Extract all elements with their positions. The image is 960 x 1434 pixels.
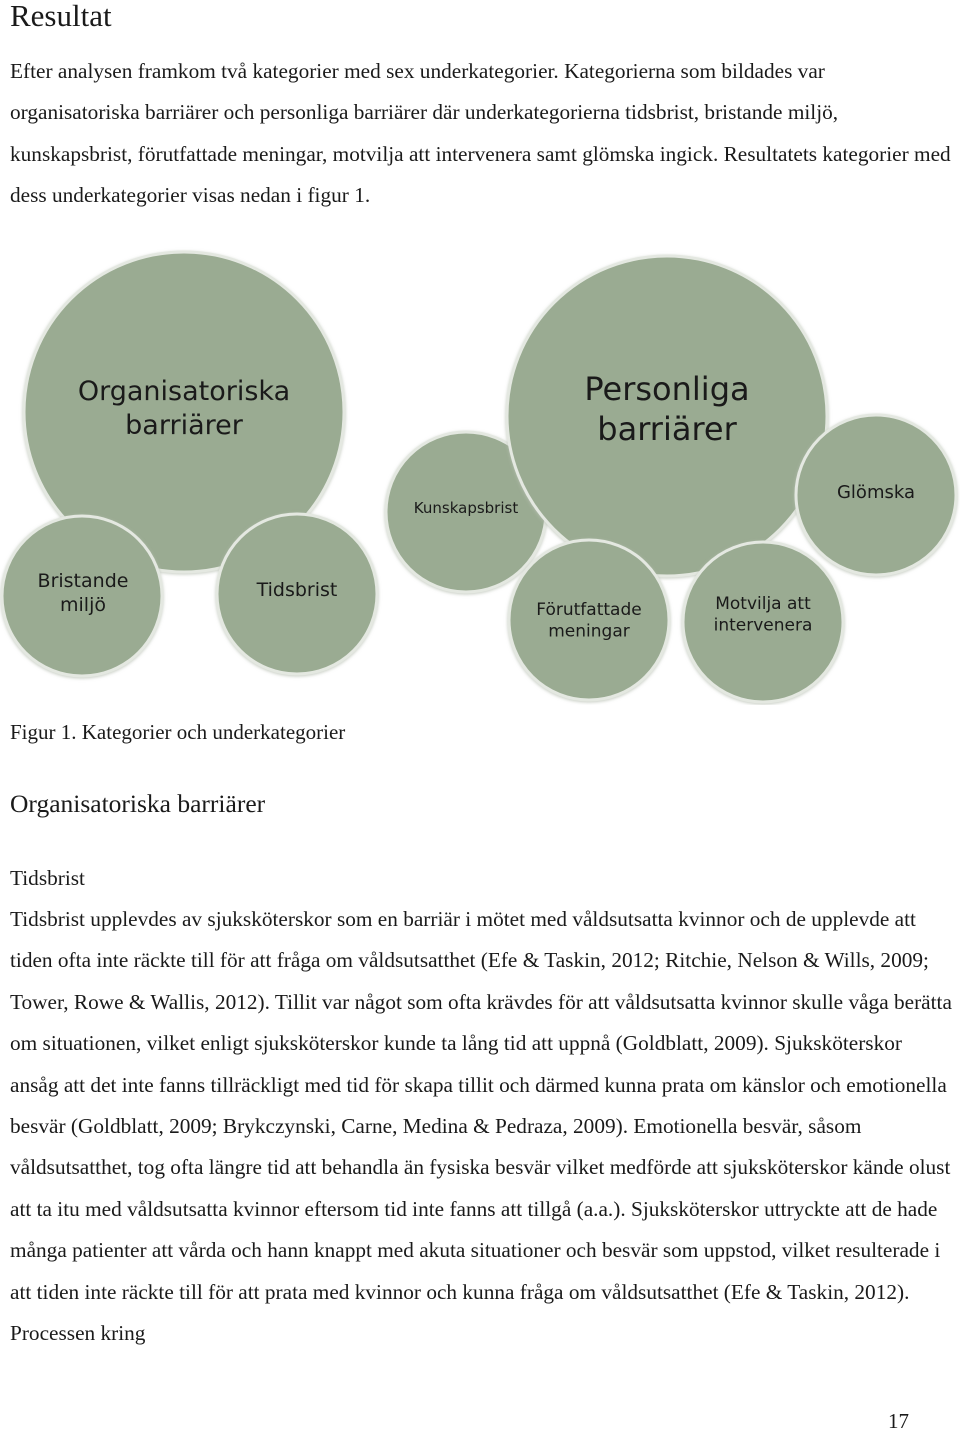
circle-label-line: barriärer	[597, 410, 737, 448]
circle-label-line: Tidsbrist	[256, 579, 338, 601]
circle-label-line: Glömska	[836, 482, 916, 503]
page-number: 17	[888, 1409, 909, 1433]
circle-label-line: intervenera	[713, 615, 813, 636]
label-glomska	[837, 482, 915, 503]
body-paragraph: Tidsbrist upplevdes av sjuksköterskor som en barriär i mötet med våldsutsatta kvinnor och de upplevde att tiden ofta inte räckte till för att fråga om våldsutsatthet (Efe & Taskin, 2012; Ritchie, Nelson & Wills, 2009; Tower, Rowe & Wallis, 2012). Tillit var något som ofta krävdes för att våldsutsatta kvinnor skulle våga berätta om situationen, vilket enligt sjuksköterskor kunde ta lång tid att uppnå (Goldblatt, 2009). Sjuksköterskor ansåg att det inte fanns tillräckligt med tid för skapa tillit och därmed kunna prata om känslor och emotionella besvär (Goldblatt, 2009; Brykczynski, Carne, Medina & Pedraza, 2009). Emotionella besvär, såsom våldsutsatthet, tog ofta längre tid att behandla än fysiska besvär vilket medförde att sjuksköterskor kände olust att ta itu med våldsutsatta kvinnor eftersom tid inte fanns att tillgå (a.a.). Sjuksköterskor uttryckte att de hade många patienter att vårda och hann knappt med akuta situationer och besvär som uppstod, vilket resulterade i att tiden inte räckte till för att prata med kvinnor och kunna fråga om våldsutsatthet (Efe & Taskin, 2012). Processen kring	[10, 907, 952, 1346]
circle-motvilja-att-intervenera	[683, 542, 843, 702]
circle-label-line: Kunskapsbrist	[413, 499, 519, 517]
circle-glomska	[796, 415, 956, 575]
subsection-heading: Tidsbrist	[10, 866, 85, 890]
figure-caption: Figur 1. Kategorier och underkategorier	[10, 720, 346, 744]
circle-label-line: Bristande	[37, 570, 129, 592]
circle-label-line: barriärer	[125, 409, 243, 441]
page-heading: Resultat	[10, 0, 112, 33]
circle-bristande-miljo	[2, 516, 162, 676]
circle-label-line: meningar	[548, 621, 630, 642]
circle-label-line: Organisatoriska	[77, 376, 291, 407]
circle-forutfattade-meningar	[509, 540, 669, 700]
circle-label-line: Motvilja att	[715, 594, 811, 614]
label-forutfattade-meningar	[536, 600, 641, 641]
circle-label-line: miljö	[60, 593, 106, 616]
circle-personliga-barriarer	[507, 256, 827, 576]
circle-tidsbrist	[217, 514, 377, 674]
circle-label-line: Förutfattade	[536, 600, 642, 620]
intro-paragraph: Efter analysen framkom två kategorier med sex underkategorier. Kategorierna som bildades var organisatoriska barriärer och personliga barriärer där underkategorierna tidsbrist, bristande miljö, kunskapsbrist, förutfattade meningar, motvilja att intervenera samt glömska ingick. Resultatets kategorier med dess underkategorier visas nedan i figur 1.	[10, 59, 951, 208]
label-tidsbrist	[256, 579, 338, 601]
label-kunskapsbrist	[414, 499, 519, 517]
category-diagram	[0, 245, 960, 705]
label-motvilja-att-intervenera	[714, 594, 813, 635]
section-heading: Organisatoriska barriärer	[10, 789, 266, 818]
circle-label-line: Personliga	[584, 370, 750, 408]
